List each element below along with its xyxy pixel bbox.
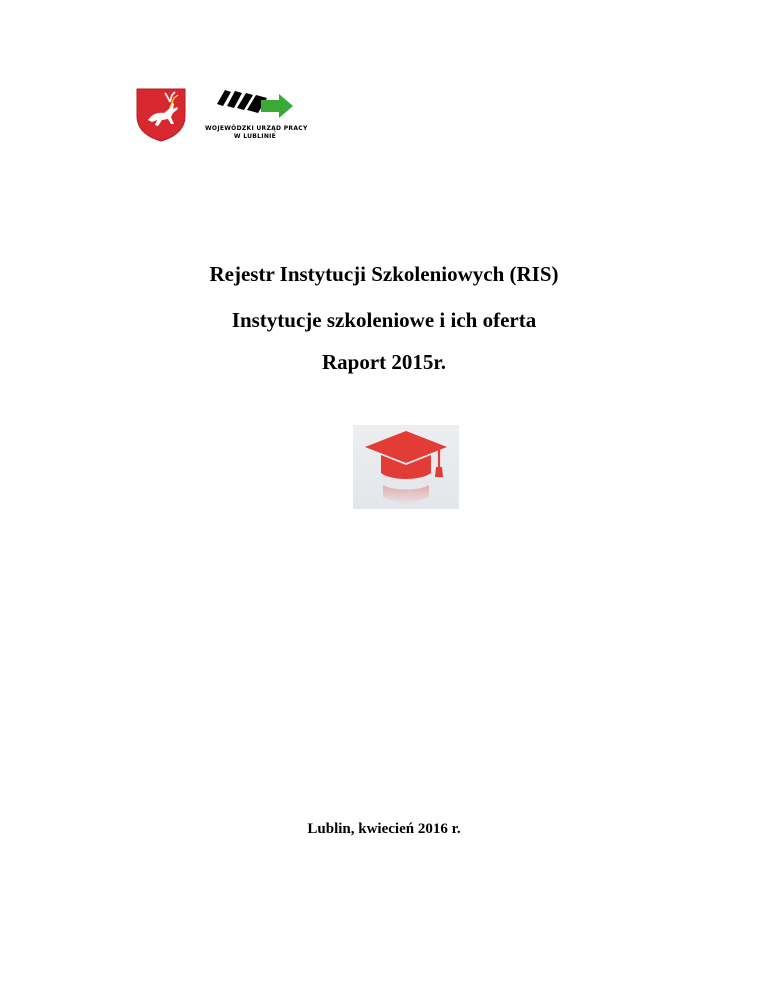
wup-name-line2: W LUBLINIE: [233, 133, 277, 140]
report-year: Raport 2015r.: [321, 350, 447, 374]
graduation-cap-icon: [353, 425, 459, 509]
wup-name-line1: WOJEWÓDZKI URZĄD PRACY: [205, 125, 308, 132]
graduation-cap-illustration: [353, 425, 459, 509]
wup-arrow-logo-icon: [215, 86, 295, 120]
report-subtitle: Instytucje szkoleniowe i ich oferta: [231, 308, 537, 332]
report-title: Rejestr Instytucji Szkoleniowych (RIS): [209, 262, 559, 286]
place-and-date: Lublin, kwiecień 2016 r.: [307, 821, 461, 837]
wup-logo: [205, 86, 308, 146]
coat-of-arms-icon: [134, 86, 188, 142]
